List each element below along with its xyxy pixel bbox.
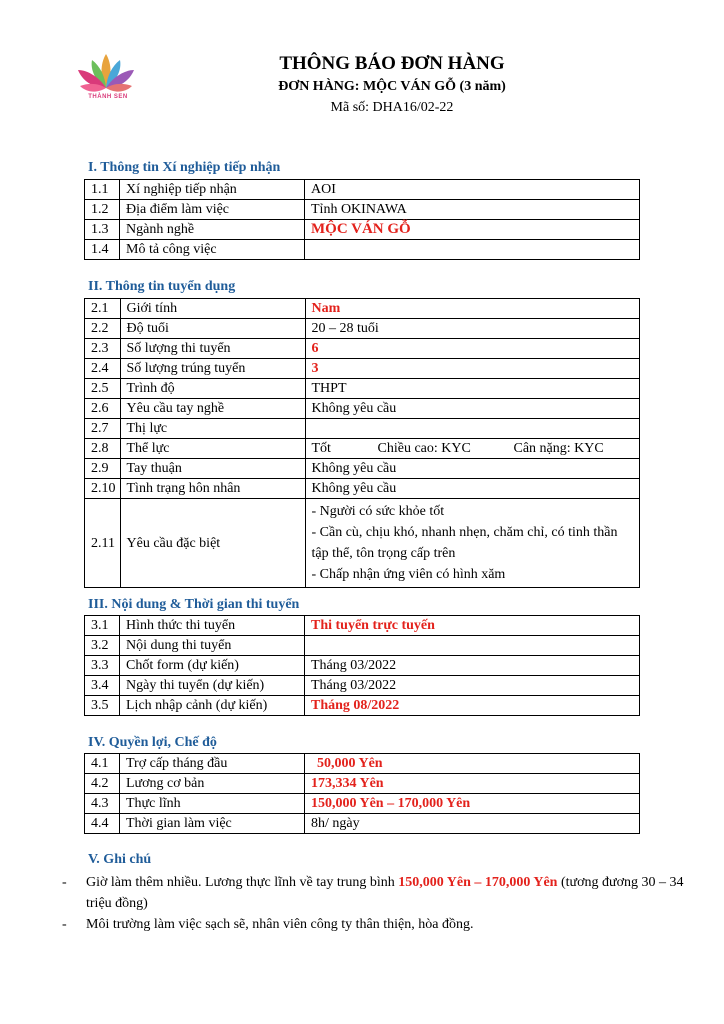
row-label: Số lượng trúng tuyển xyxy=(120,359,305,379)
section5-title: V. Ghi chú xyxy=(88,852,152,867)
table-row xyxy=(85,220,640,240)
row-value: 20 – 28 tuổi xyxy=(305,319,640,339)
table-row xyxy=(85,794,640,814)
row-label: Hình thức thi tuyển xyxy=(120,616,305,636)
row-label: Nội dung thi tuyển xyxy=(120,636,305,656)
row-label: Thị lực xyxy=(120,419,305,439)
row-label: Chốt form (dự kiến) xyxy=(120,656,305,676)
note-dash: - xyxy=(62,875,67,890)
table-row xyxy=(85,814,640,834)
row-value xyxy=(305,419,640,439)
row-number: 2.3 xyxy=(85,339,121,359)
row-number: 4.3 xyxy=(85,794,120,814)
row-label: Yêu cầu tay nghề xyxy=(120,399,305,419)
row-number: 4.1 xyxy=(85,754,120,774)
requirement-line: tập thể, tôn trọng cấp trên xyxy=(311,546,456,561)
row-value: 173,334 Yên xyxy=(305,774,640,794)
page-title: THÔNG BÁO ĐƠN HÀNG xyxy=(279,53,505,74)
row-value: Thi tuyển trực tuyến xyxy=(305,616,640,636)
row-value: 3 xyxy=(305,359,640,379)
table-row xyxy=(85,419,640,439)
row-value: 50,000 Yên xyxy=(305,754,640,774)
row-number: 3.5 xyxy=(85,696,120,716)
special-requirements xyxy=(305,499,640,588)
table-row xyxy=(85,180,640,200)
note-dash: - xyxy=(62,917,67,932)
row-label: Lịch nhập cảnh (dự kiến) xyxy=(120,696,305,716)
section4-title: IV. Quyền lợi, Chế độ xyxy=(88,735,217,750)
table-row xyxy=(85,479,640,499)
physical-value: Tốt xyxy=(311,441,331,456)
row-label: Thực lĩnh xyxy=(120,794,305,814)
physical-row-value xyxy=(305,439,640,459)
table-row xyxy=(85,616,640,636)
table-row xyxy=(85,379,640,399)
row-value: Tháng 08/2022 xyxy=(305,696,640,716)
section3-table xyxy=(84,615,640,716)
row-label: Giới tính xyxy=(120,299,305,319)
row-value xyxy=(305,240,640,260)
height-requirement: Chiều cao: KYC xyxy=(377,441,471,456)
table-row xyxy=(85,359,640,379)
section4-table xyxy=(84,753,640,834)
row-number: 2.5 xyxy=(85,379,121,399)
table-row xyxy=(85,399,640,419)
notes-list xyxy=(62,872,702,935)
note-text: Giờ làm thêm nhiều. Lương thực lĩnh về tay trung bình xyxy=(86,875,399,890)
row-number: 1.4 xyxy=(85,240,120,260)
section2-table xyxy=(84,298,640,588)
note-text: (tương đương 30 – 34 triệu đồng) xyxy=(86,875,684,911)
requirement-line: - Chấp nhận ứng viên có hình xăm xyxy=(311,567,506,582)
requirement-line: - Người có sức khỏe tốt xyxy=(311,504,445,519)
row-label: Tay thuận xyxy=(120,459,305,479)
row-number: 1.2 xyxy=(85,200,120,220)
table-row xyxy=(85,696,640,716)
row-value: Không yêu cầu xyxy=(305,479,640,499)
row-number: 2.4 xyxy=(85,359,121,379)
row-label: Trình độ xyxy=(120,379,305,399)
row-label: Xí nghiệp tiếp nhận xyxy=(120,180,305,200)
row-value: 6 xyxy=(305,339,640,359)
table-row xyxy=(85,636,640,656)
section3-title: III. Nội dung & Thời gian thi tuyển xyxy=(88,597,300,612)
note-item xyxy=(62,872,702,914)
row-label: Thể lực xyxy=(120,439,305,459)
row-number: 2.6 xyxy=(85,399,121,419)
row-label: Mô tả công việc xyxy=(120,240,305,260)
row-number: 4.4 xyxy=(85,814,120,834)
row-label: Độ tuổi xyxy=(120,319,305,339)
row-value: Tháng 03/2022 xyxy=(305,676,640,696)
note-highlight: 150,000 Yên – 170,000 Yên xyxy=(398,875,558,890)
section1-title: I. Thông tin Xí nghiệp tiếp nhận xyxy=(88,160,281,175)
row-label: Số lượng thi tuyển xyxy=(120,339,305,359)
order-code: Mã số: DHA16/02-22 xyxy=(330,100,454,115)
row-label: Ngày thi tuyển (dự kiến) xyxy=(120,676,305,696)
row-value xyxy=(305,636,640,656)
table-row xyxy=(85,339,640,359)
table-row xyxy=(85,499,640,588)
row-number: 2.11 xyxy=(85,499,121,588)
section2-title: II. Thông tin tuyển dụng xyxy=(88,279,236,294)
table-row xyxy=(85,676,640,696)
row-value: 150,000 Yên – 170,000 Yên xyxy=(305,794,640,814)
table-row xyxy=(85,299,640,319)
row-label: Thời gian làm việc xyxy=(120,814,305,834)
row-value: Không yêu cầu xyxy=(305,459,640,479)
table-row xyxy=(85,754,640,774)
row-number: 2.2 xyxy=(85,319,121,339)
row-value: 8h/ ngày xyxy=(305,814,640,834)
row-number: 2.9 xyxy=(85,459,121,479)
row-label: Tình trạng hôn nhân xyxy=(120,479,305,499)
row-value: Không yêu cầu xyxy=(305,399,640,419)
row-value: Tỉnh OKINAWA xyxy=(305,200,640,220)
table-row xyxy=(85,459,640,479)
note-text: Môi trường làm việc sạch sẽ, nhân viên công ty thân thiện, hòa đồng. xyxy=(86,917,474,932)
row-number: 3.2 xyxy=(85,636,120,656)
row-number: 2.8 xyxy=(85,439,121,459)
table-row xyxy=(85,200,640,220)
row-label: Địa điểm làm việc xyxy=(120,200,305,220)
note-item xyxy=(62,914,702,935)
table-row xyxy=(85,439,640,459)
row-value: Nam xyxy=(305,299,640,319)
row-label: Ngành nghề xyxy=(120,220,305,240)
row-number: 2.7 xyxy=(85,419,121,439)
weight-requirement: Cân nặng: KYC xyxy=(513,441,604,456)
row-value: AOI xyxy=(305,180,640,200)
row-number: 1.1 xyxy=(85,180,120,200)
requirement-line: - Cần cù, chịu khó, nhanh nhẹn, chăm chỉ, có tinh thần xyxy=(311,525,618,540)
table-row xyxy=(85,656,640,676)
row-number: 3.3 xyxy=(85,656,120,676)
row-value: MỘC VÁN GỖ xyxy=(305,220,640,240)
row-number: 2.1 xyxy=(85,299,121,319)
row-label: Yêu cầu đặc biệt xyxy=(120,499,305,588)
order-subtitle: ĐƠN HÀNG: MỘC VÁN GỖ (3 năm) xyxy=(278,79,506,94)
row-number: 1.3 xyxy=(85,220,120,240)
table-row xyxy=(85,240,640,260)
logo-text: THÀNH SEN xyxy=(88,94,128,100)
table-row xyxy=(85,319,640,339)
row-number: 2.10 xyxy=(85,479,121,499)
row-number: 3.1 xyxy=(85,616,120,636)
row-number: 4.2 xyxy=(85,774,120,794)
row-label: Lương cơ bản xyxy=(120,774,305,794)
row-label: Trợ cấp tháng đầu xyxy=(120,754,305,774)
row-value: THPT xyxy=(305,379,640,399)
row-value: Tháng 03/2022 xyxy=(305,656,640,676)
row-number: 3.4 xyxy=(85,676,120,696)
table-row xyxy=(85,774,640,794)
section1-table xyxy=(84,179,640,260)
